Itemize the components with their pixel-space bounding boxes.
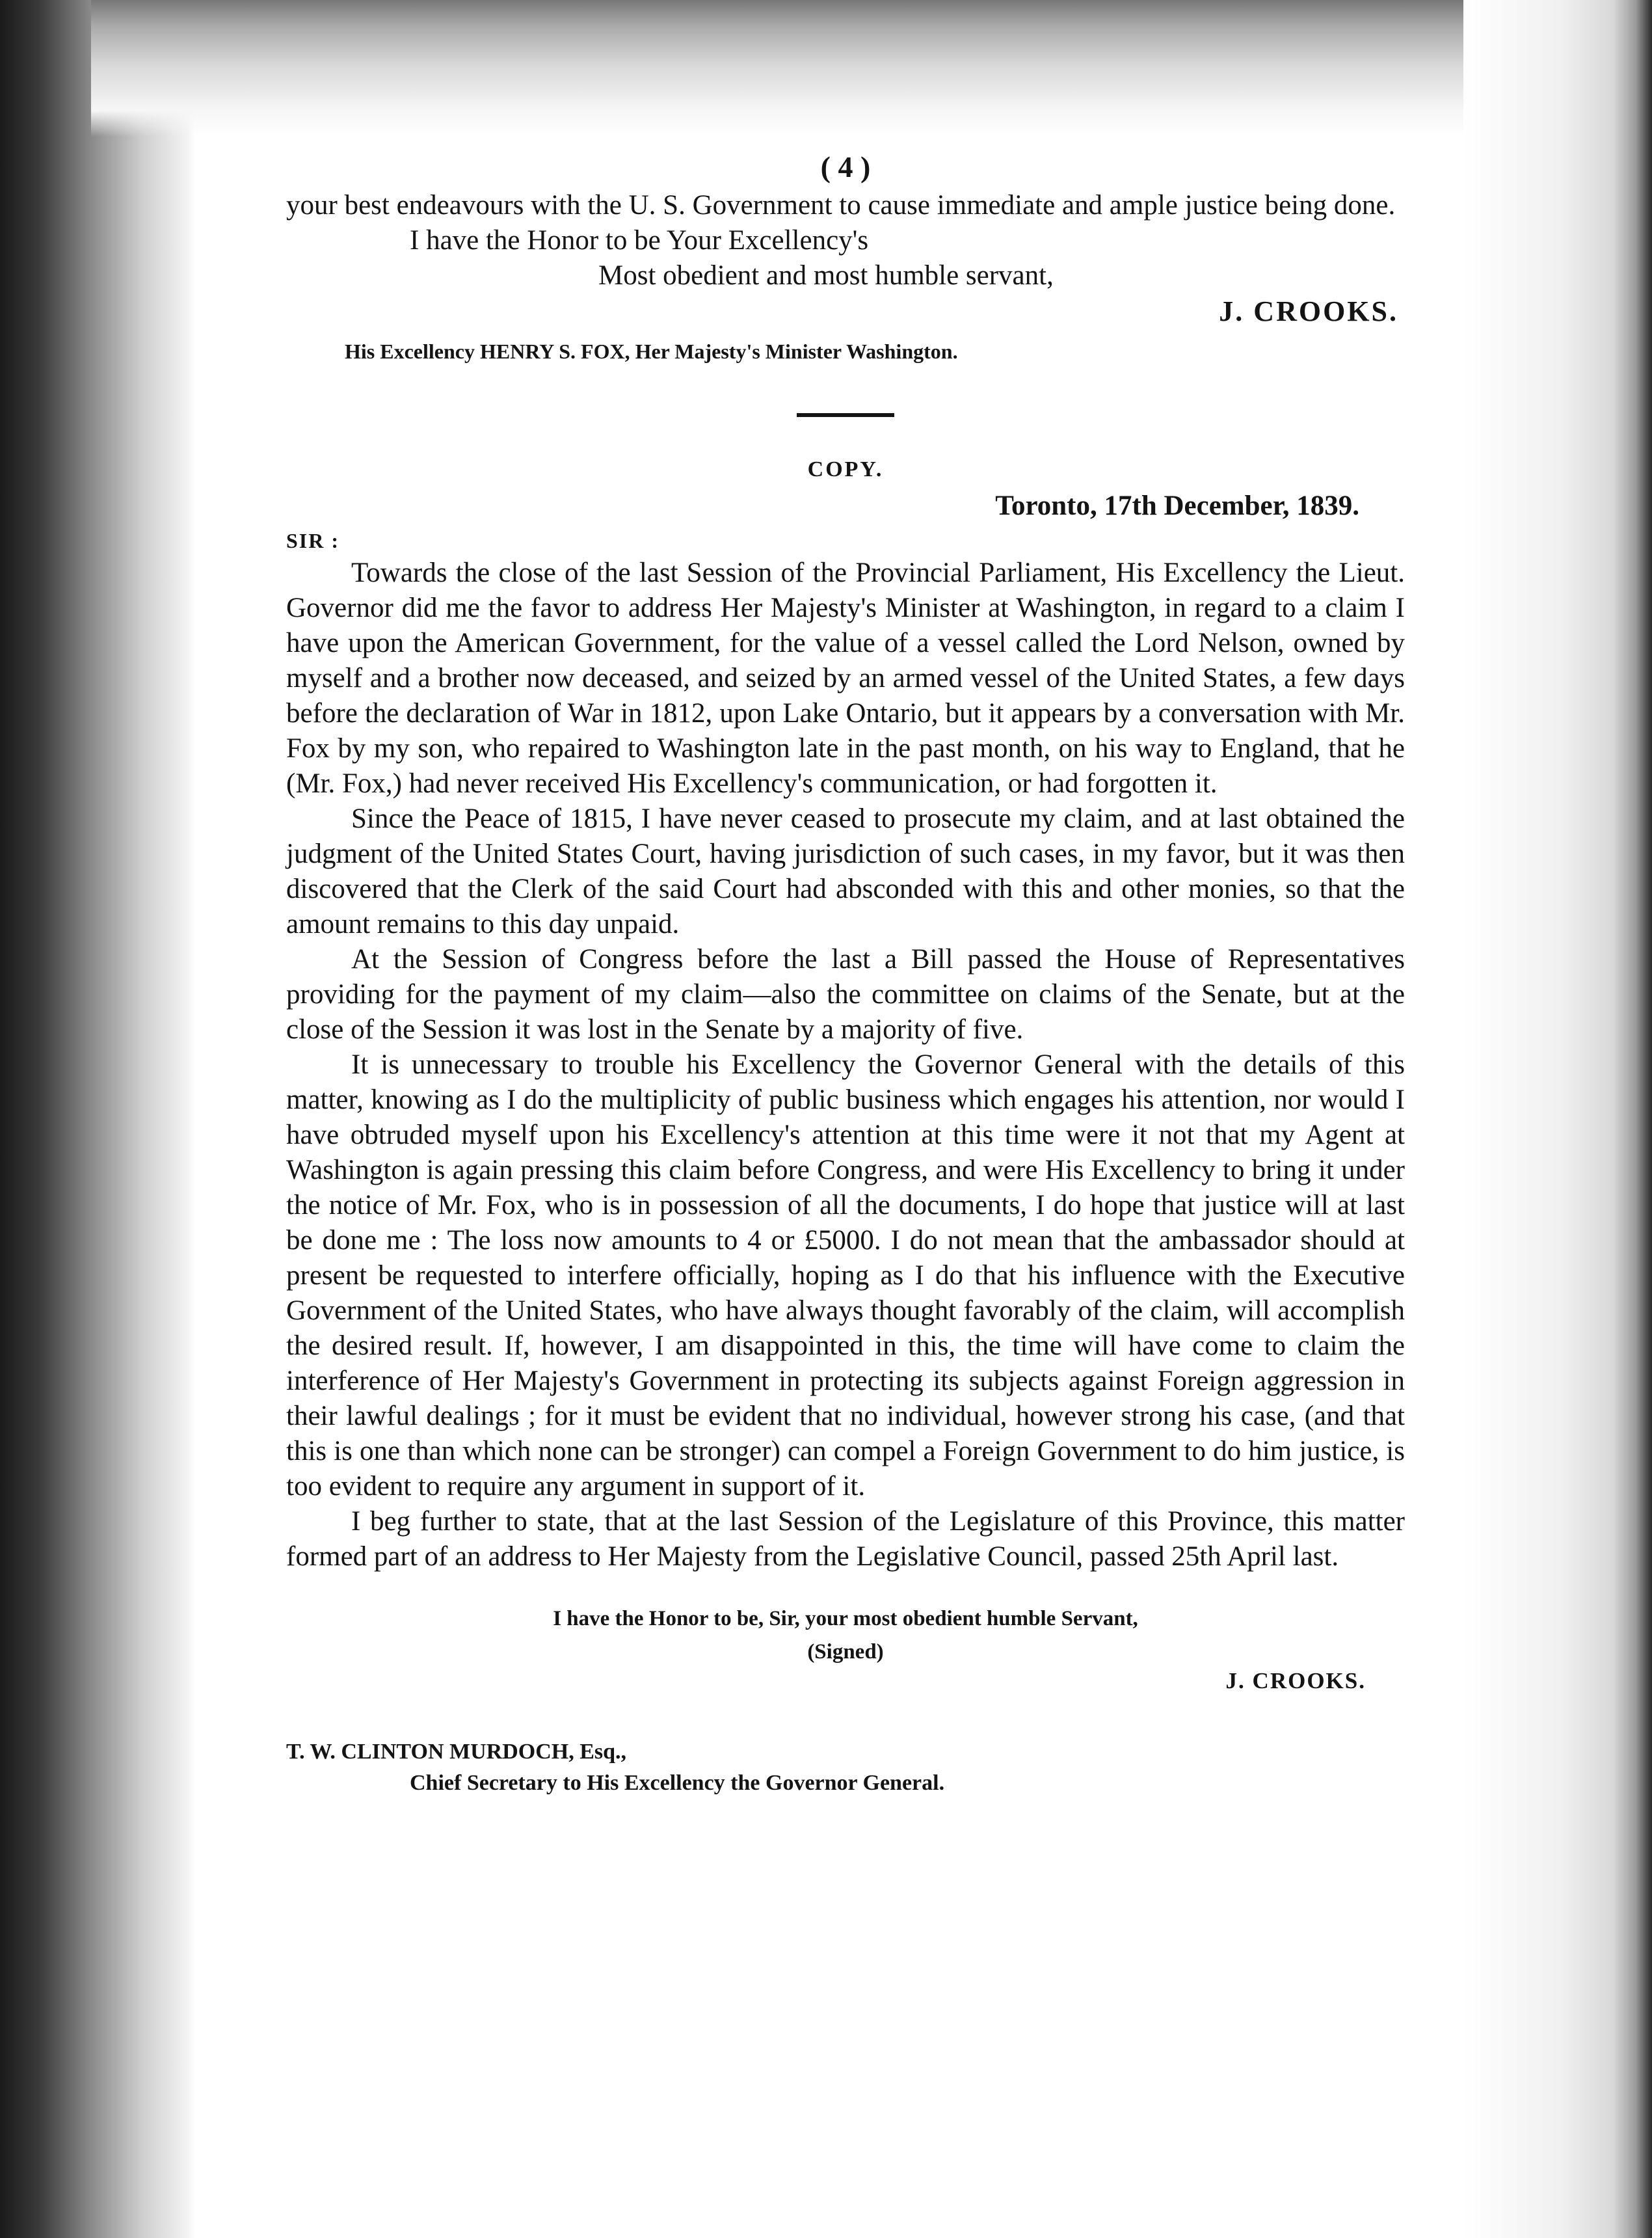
signature-1: J. CROOKS. xyxy=(1219,295,1398,327)
scan-edge-right xyxy=(1463,0,1652,2238)
paragraph-3: At the Session of Congress before the last a Bill passed the House of Representatives providing for the payment of my claim—also the committee on claims of the Senate, but at the close of the Session it was lost in the Senate by a majority of five. xyxy=(286,944,1405,1045)
recipient-line-2: Chief Secretary to His Excellency the Governor General. xyxy=(410,1771,945,1795)
recipient-line-1: T. W. CLINTON MURDOCH, Esq., xyxy=(286,1740,627,1764)
page-number: ( 4 ) xyxy=(820,150,871,183)
date-line: Toronto, 17th December, 1839. xyxy=(995,491,1359,521)
document-page xyxy=(286,150,1405,2036)
copy-heading: COPY. xyxy=(807,457,884,481)
scan-shadow-left xyxy=(0,0,195,2238)
honor-line: I have the Honor to be, Sir, your most obedient humble Servant, xyxy=(553,1607,1138,1630)
paragraph-2: Since the Peace of 1815, I have never ceased to prosecute my claim, and at last obtained the judgment of the United States Court, having jurisdiction of such cases, in my favor, but it was then discovered that the Clerk of the said Court had absconded with this and other monies, so that the amount remains to this day unpaid. xyxy=(286,803,1405,939)
paragraph-1: Towards the close of the last Session of the Provincial Parliament, His Excellency the Lieut. Governor did me the favor to address Her Majesty's Minister at Washington, in regard to a claim I have upon the American Government, for the value of a vessel called the Lord Nelson, owned by myself and a brother now deceased, and seized by an armed vessel of the United States, a few days before the declaration of War in 1812, upon Lake Ontario, but it appears by a conversation with Mr. Fox by my son, who repaired to Washington late in the past month, on his way to England, that he (Mr. Fox,) had never received His Excellency's communication, or had forgotten it. xyxy=(286,558,1405,799)
closing-line-1: I have the Honor to be Your Excellency's xyxy=(410,225,869,256)
section-divider xyxy=(797,413,894,417)
paragraph-4: It is unnecessary to trouble his Excellency the Governor General with the details of this matter, knowing as I do the multiplicity of public business which engages his attention, nor would I have obtruded myself upon his Excellency's attention at this time were it not that my Agent at Washington is again pressing this claim before Congress, and were His Excellency to bring it under the notice of Mr. Fox, who is in possession of all the documents, I do hope that justice will at last be done me : The loss now amounts to 4 or £5000. I do not mean that the ambassador should at present be requested to interfere officially, hoping as I do that his influence with the Executive Government of the United States, who have always thought favorably of the claim, will accomplish the desired result. If, however, I am disappointed in this, the time will have come to claim the interference of Her Majesty's Government in protecting its subjects against Foreign aggression in their lawful dealings ; for it must be evident that no individual, however strong his case, (and that this is one than which none can be stronger) can compel a Foreign Government to do him justice, is too evident to require any argument in support of it. xyxy=(286,1049,1405,1502)
addressee-1: His Excellency HENRY S. FOX, Her Majesty's Minister Washington. xyxy=(345,340,958,363)
closing-line-2: Most obedient and most humble servant, xyxy=(598,260,1054,291)
signed-note: (Signed) xyxy=(807,1640,884,1664)
continuation-text: your best endeavours with the U. S. Government to cause immediate and ample justice being done. xyxy=(286,190,1396,221)
signature-2: J. CROOKS. xyxy=(1225,1668,1366,1693)
salutation: SIR : xyxy=(286,529,340,552)
scan-shadow-top xyxy=(91,0,1489,137)
paragraph-5: I beg further to state, that at the last Session of the Legislature of this Province, this matter formed part of an address to Her Majesty from the Legislative Council, passed 25th April last. xyxy=(286,1506,1405,1572)
